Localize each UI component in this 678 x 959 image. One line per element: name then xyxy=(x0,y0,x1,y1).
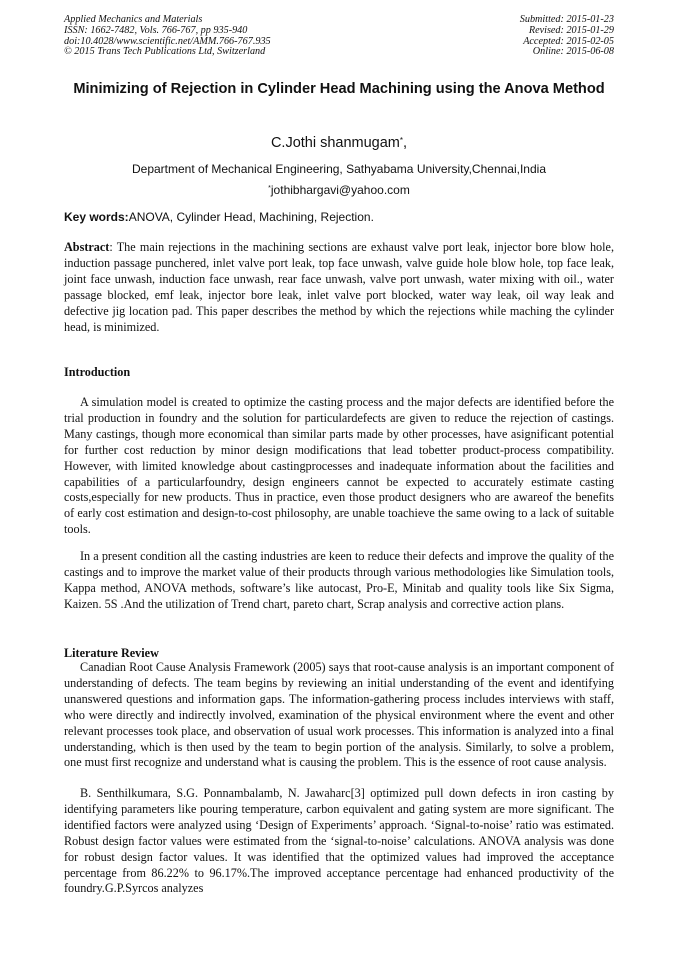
online-date: Online: 2015-06-08 xyxy=(532,46,614,58)
paper-title: Minimizing of Rejection in Cylinder Head Machining using the Anova Method xyxy=(73,81,605,97)
introduction-paragraph-1: A simulation model is created to optimize the casting process and the major defects are identified before the trial production in foundry and the solution for particulardefects are given to reduce the rejection of castings. Many castings, though more economical than similar parts made by other processes, have asignificant potential for further cost reduction by minor design modifications that lead tobetter product-process compatibility. However, with limited knowledge about castingprocesses and inadequate information about the facilities and capabilities of a particularfoundry, design engineers cannot be expected to accurately estimate casting costs,especially for new products. Thus in practice, even those product designers who are awareof the benefits of early cost estimation and design-to-cost philosophy, are unable toachieve the same owing to a lack of suitable tools. xyxy=(64,395,614,537)
revised-date: Revised: 2015-01-29 xyxy=(528,24,614,36)
journal-info xyxy=(64,15,271,58)
email-address: jothibhargavi@yahoo.com xyxy=(270,183,410,197)
accepted-date: Accepted: 2015-02-05 xyxy=(523,35,614,47)
abstract-label: Abstract xyxy=(64,240,110,254)
author-name: C.Jothi shanmugam xyxy=(270,135,400,151)
author-line xyxy=(64,134,614,152)
literature-paragraph-1: Canadian Root Cause Analysis Framework (2005) says that root-cause analysis is an important component of understanding of defects. The team begins by reviewing an initial understanding of the event and identifying unanswered questions and information gaps. The information-gathering process includes interviews with staff, who were directly and indirectly involved, examination of the physical environment where the event and other relevant processes took place, and observation of usual work processes. This information is analyzed into a final understanding, which is then used by the team to begin portion of the analysis. Similarly, to solve a problem, one must first recognize and understand what is causing the problem. This is the essence of root cause analysis. xyxy=(64,660,614,770)
literature-review-heading: Literature Review xyxy=(64,646,159,660)
email-line xyxy=(64,182,614,198)
email-mark: * xyxy=(268,185,271,192)
author-mark: * xyxy=(399,136,404,145)
literature-paragraph-2: B. Senthilkumara, S.G. Ponnambalamb, N. Jawaharc[3] optimized pull down defects in iron casting by identifying parameters like pouring temperature, carbon equivalent and gating system are more significant. The identified factors were analyzed using ‘Design of Experiments’ approach. ‘Signal-to-noise’ ratio was estimated. Robust design factor values were estimated from the ‘signal-to-noise’ calculations. ANOVA analysis was done for robust design factor values. It was identified that the optimized values had improved the acceptance percentage from 86.22% to 96.17%.The improved acceptance percentage had enhanced productivity of the foundry.G.P.Syrcos analyzes xyxy=(64,786,614,896)
submission-dates xyxy=(520,15,614,58)
keywords-label: Key words: xyxy=(64,210,129,224)
introduction-heading: Introduction xyxy=(64,365,131,379)
introduction-paragraph-2: In a present condition all the casting industries are keen to reduce their defects and improve the quality of the castings and to improve the market value of their products through various methodologies like Simulation tools, Kappa method, ANOVA methods, software’s like autocast, Pro-E, Minitab and quality tools like Six Sigma, Kaizen. 5S .And the utilization of Trend chart, pareto chart, Scrap analysis and corrective action plans. xyxy=(64,549,614,611)
doi-line: doi:10.4028/www.scientific.net/AMM.766-767.935 xyxy=(64,35,271,47)
copyright-line: © 2015 Trans Tech Publications Ltd, Switzerland xyxy=(64,46,266,58)
keywords-text: ANOVA, Cylinder Head, Machining, Rejection. xyxy=(128,210,374,224)
submitted-date: Submitted: 2015-01-23 xyxy=(519,14,614,25)
abstract xyxy=(64,240,614,335)
abstract-text: : The main rejections in the machining sections are exhaust valve port leak, injector bore blow hole, induction passage punchered, inlet valve port leak, top face unwash, valve guide hole blow hole, top face leak, joint face unwash, induction face unwash, rear face unwash, valve port unwash, water mixing with oil., water passage blocked, emf leak, injector bore leak, inlet valve port blocked, water way leak, oil way leak and defective jig location pad. This paper describes the method by which the rejections while maching the cylinder head, is minimized. xyxy=(64,240,614,334)
journal-name: Applied Mechanics and Materials xyxy=(64,14,203,25)
author-suffix: , xyxy=(403,135,408,151)
issn-line: ISSN: 1662-7482, Vols. 766-767, pp 935-940 xyxy=(64,24,248,36)
affiliation: Department of Mechanical Engineering, Sathyabama University,Chennai,India xyxy=(131,162,546,176)
keywords xyxy=(64,209,614,225)
